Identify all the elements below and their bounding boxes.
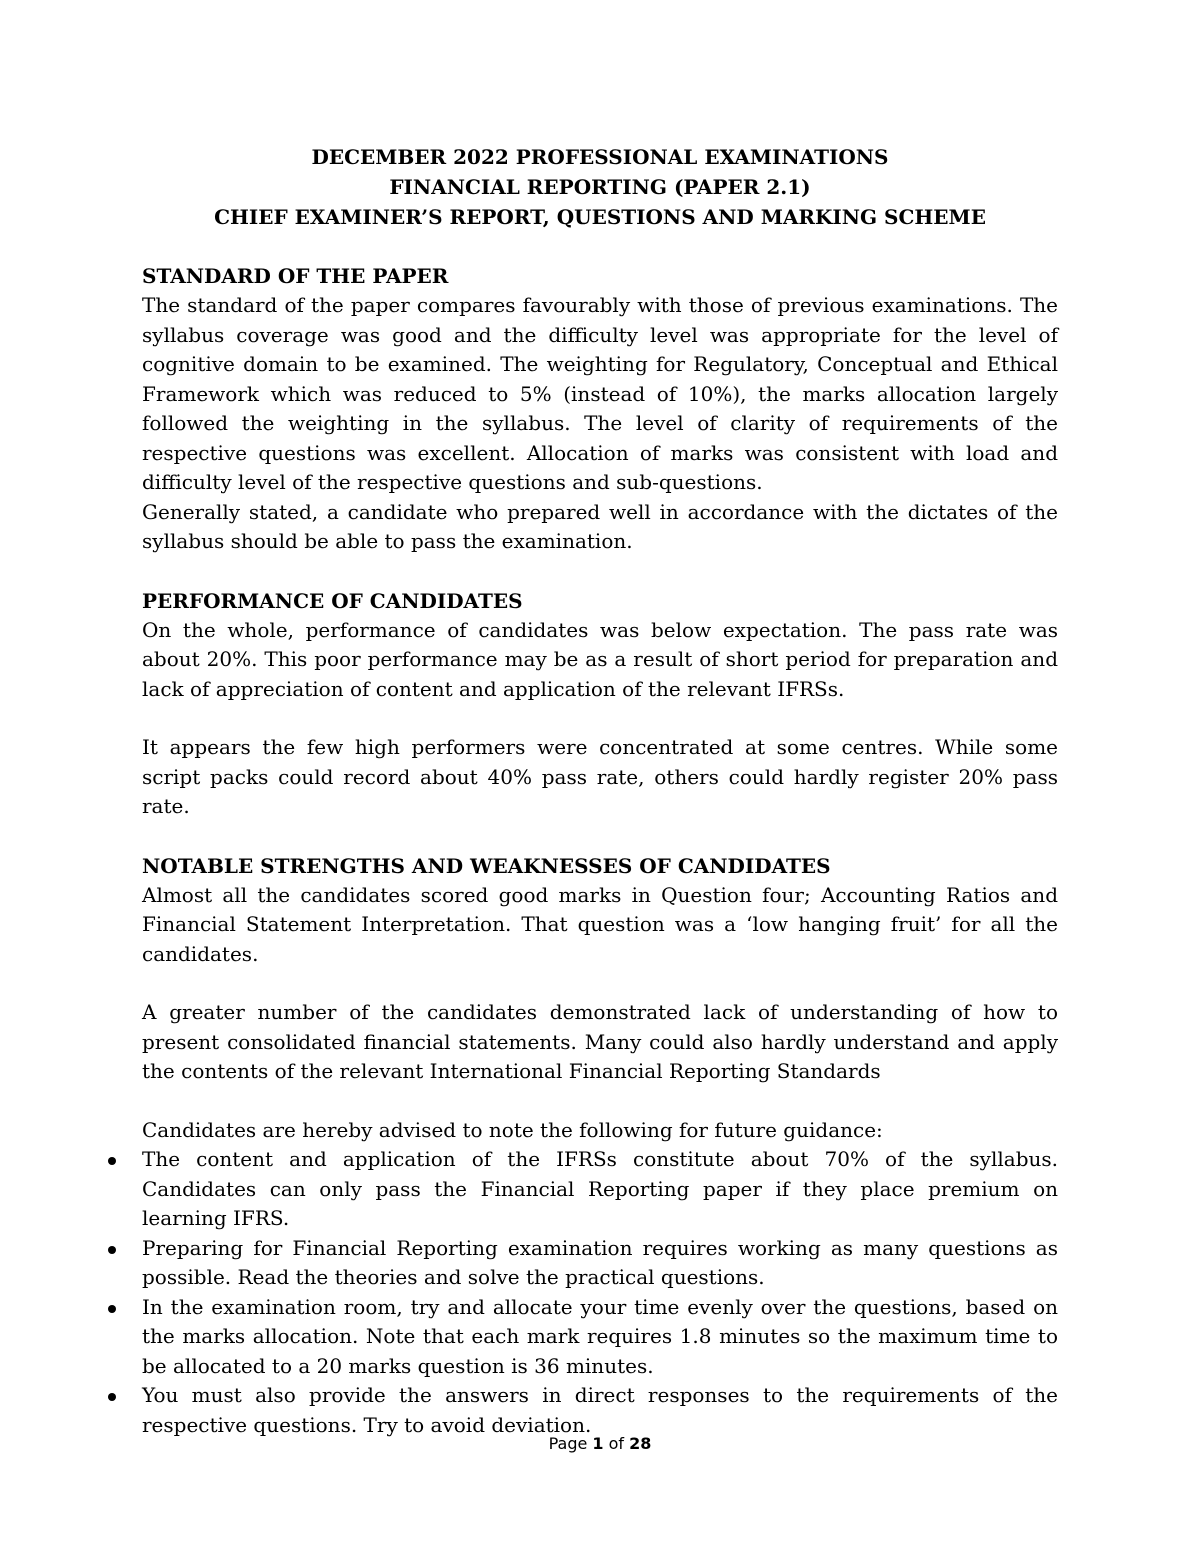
- page-label: Page: [548, 1434, 588, 1453]
- list-item-text: Preparing for Financial Reporting examination requires working as many questions as possible. Read the theories and solve the practical questions.: [142, 1235, 1058, 1289]
- document-title: [142, 142, 1058, 232]
- title-line-exam: DECEMBER 2022 PROFESSIONAL EXAMINATIONS: [311, 145, 889, 169]
- list-item-text: In the examination room, try and allocate your time evenly over the questions, based on the marks allocation. Note that each mark requires 1.8 minutes so the maximum time to be allocated to a 20 marks question is 36 minutes.: [142, 1294, 1058, 1378]
- page-total: 28: [629, 1434, 652, 1453]
- document-page: [142, 142, 1058, 1440]
- heading-strengths: NOTABLE STRENGTHS AND WEAKNESSES OF CANDIDATES: [142, 853, 831, 878]
- paragraph-strengths-2: A greater number of the candidates demonstrated lack of understanding of how to present consolidated financial statements. Many could also hardly understand and apply the contents of the relevant International Financial Reporting Standards: [142, 1000, 1058, 1083]
- paragraph-standard-2: Generally stated, a candidate who prepared well in accordance with the dictates of the syllabus should be able to pass the examination.: [142, 499, 1058, 553]
- page-footer: [0, 1432, 1200, 1456]
- spacer: [142, 232, 1058, 261]
- spacer: [142, 822, 1058, 851]
- paragraph-strengths-1: Almost all the candidates scored good marks in Question four; Accounting Ratios and Financial Statement Interpretation. That question was a ‘low hanging fruit’ for all the candidates.: [142, 882, 1058, 966]
- list-item-text: You must also provide the answers in direct responses to the requirements of the respective questions. Try to avoid deviation.: [142, 1383, 1058, 1437]
- paragraph-performance-2: It appears the few high performers were concentrated at some centres. While some script packs could record about 40% pass rate, others could hardly register 20% pass rate.: [142, 735, 1058, 818]
- heading-standard: STANDARD OF THE PAPER: [142, 264, 449, 288]
- heading-performance: PERFORMANCE OF CANDIDATES: [142, 588, 523, 613]
- paragraph-guidance-intro: Candidates are hereby advised to note the following for future guidance:: [142, 1117, 883, 1142]
- title-line-report: CHIEF EXAMINER’S REPORT, QUESTIONS AND MARKING SCHEME: [214, 205, 986, 229]
- guidance-list: [142, 1145, 1058, 1440]
- paragraph-performance-1: On the whole, performance of candidates was below expectation. The pass rate was about 20%. This poor performance may be as a result of short period for preparation and lack of appreciation of content and application of the relevant IFRSs.: [142, 617, 1058, 701]
- page-of-label: of: [608, 1434, 625, 1453]
- list-item: [142, 1293, 1058, 1382]
- spacer: [142, 1087, 1058, 1116]
- bullet-icon: [108, 1157, 116, 1165]
- spacer: [142, 704, 1058, 733]
- list-item-text: The content and application of the IFRSs constitute about 70% of the syllabus. Candidates can only pass the Financial Reporting paper if they place premium on learning IFRS.: [142, 1147, 1058, 1230]
- bullet-icon: [108, 1305, 116, 1313]
- list-item: [142, 1234, 1058, 1293]
- spacer: [142, 557, 1058, 586]
- bullet-icon: [108, 1246, 116, 1254]
- spacer: [142, 969, 1058, 998]
- paragraph-standard-1: The standard of the paper compares favourably with those of previous examinations. The syllabus coverage was good and the difficulty level was appropriate for the level of cognitive domain to be examined. The weighting for Regulatory, Conceptual and Ethical Framework which was reduced to 5% (instead of 10%), the marks allocation largely followed the weighting in the syllabus. The level of clarity of requirements of the respective questions was excellent. Allocation of marks was consistent with load and difficulty level of the respective questions and sub-questions.: [142, 293, 1058, 494]
- page-number: 1: [592, 1434, 604, 1453]
- title-line-paper: FINANCIAL REPORTING (PAPER 2.1): [389, 175, 811, 199]
- list-item: [142, 1145, 1058, 1234]
- bullet-icon: [108, 1393, 116, 1401]
